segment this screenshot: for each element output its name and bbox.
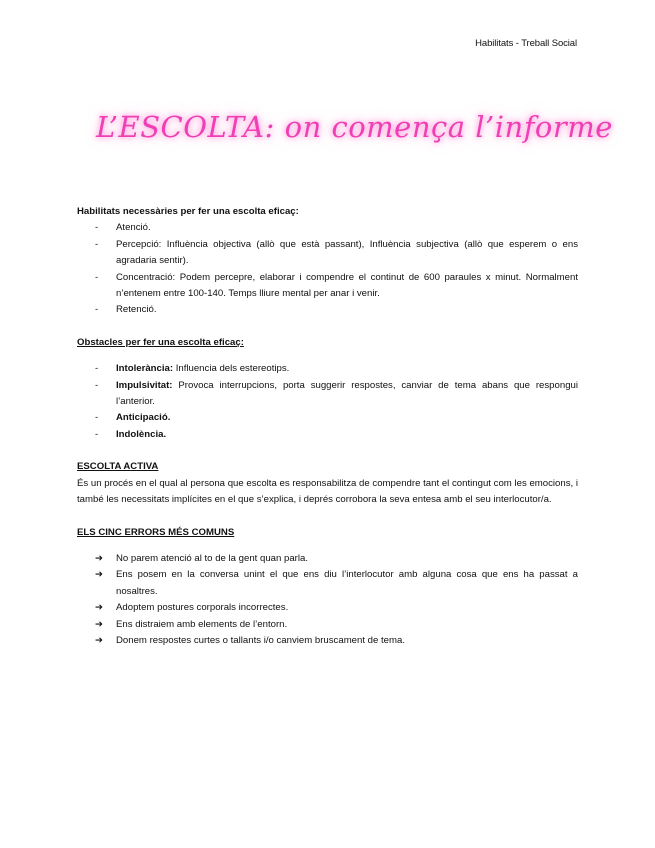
- list-item: ➔ Ens distraiem amb elements de l’entorn.: [77, 617, 578, 633]
- list-item: ➔ Ens posem en la conversa unint el que ens diu l’interlocutor amb alguna cosa que ens ha passat a nosaltres.: [95, 569, 578, 597]
- list-item: - Percepció: Influència objectiva (allò que està passant), Influència subjectiva (allò que esperem o ens agradaria sentir).: [95, 238, 578, 267]
- escolta-activa-text: És un procés en el qual al persona que escolta es responsabilitza de compendre tant el contingut com les emocions, i també les necessitats implícites en el que s’explica, i deprés corrobora la seva entesa amb el seu interlocutor/a.: [77, 477, 578, 506]
- document-body: [77, 204, 578, 649]
- dash-marker: -: [95, 304, 99, 316]
- list-item: ➔ Adoptem postures corporals incorrectes.: [77, 600, 578, 616]
- errors-list: [77, 551, 578, 649]
- dash-marker: -: [95, 379, 99, 391]
- arrow-right-icon: ➔: [95, 634, 104, 646]
- dash-marker: -: [95, 222, 99, 234]
- obstacles-heading: Obstacles per fer una escolta eficaç:: [77, 336, 244, 348]
- habilitats-list: [77, 220, 578, 318]
- list-item: - Atenció.: [77, 220, 578, 236]
- dash-marker: -: [95, 238, 99, 250]
- obstacles-list: [77, 361, 578, 443]
- list-item: - Anticipació.: [77, 410, 578, 426]
- list-item: ➔ No parem atenció al to de la gent quan parla.: [77, 551, 578, 567]
- list-item: - Concentració: Podem percepre, elaborar i compendre el continut de 600 paraules x minut. Normalment n’entenem entre 100-140. Temps lliure mental per anar i venir.: [95, 271, 578, 300]
- dash-marker: -: [95, 363, 99, 375]
- list-item: - Retenció.: [77, 302, 578, 318]
- habilitats-heading: Habilitats necessàries per fer una escolta eficaç:: [77, 206, 299, 217]
- arrow-right-icon: ➔: [95, 602, 104, 614]
- arrow-right-icon: ➔: [95, 569, 104, 581]
- page-header: Habilitats - Treball Social: [475, 38, 577, 49]
- list-item: - Indolència.: [77, 427, 578, 443]
- arrow-right-icon: ➔: [95, 618, 104, 630]
- arrow-right-icon: ➔: [95, 552, 104, 564]
- list-item: - Impulsivitat: Provoca interrupcions, porta suggerir respostes, canviar de tema abans que respongui l’anterior.: [95, 379, 578, 408]
- dash-marker: -: [95, 271, 99, 283]
- escolta-activa-heading: ESCOLTA ACTIVA: [77, 461, 159, 473]
- dash-marker: -: [95, 428, 99, 440]
- list-item: ➔ Donem respostes curtes o tallants i/o canviem bruscament de tema.: [77, 633, 578, 649]
- errors-heading: ELS CINC ERRORS MÉS COMUNS: [77, 526, 235, 538]
- dash-marker: -: [95, 412, 99, 424]
- page-title: L’ESCOLTA: on comença l’informe: [96, 110, 613, 144]
- list-item: - Intolerància: Influencia dels estereotips.: [77, 361, 578, 377]
